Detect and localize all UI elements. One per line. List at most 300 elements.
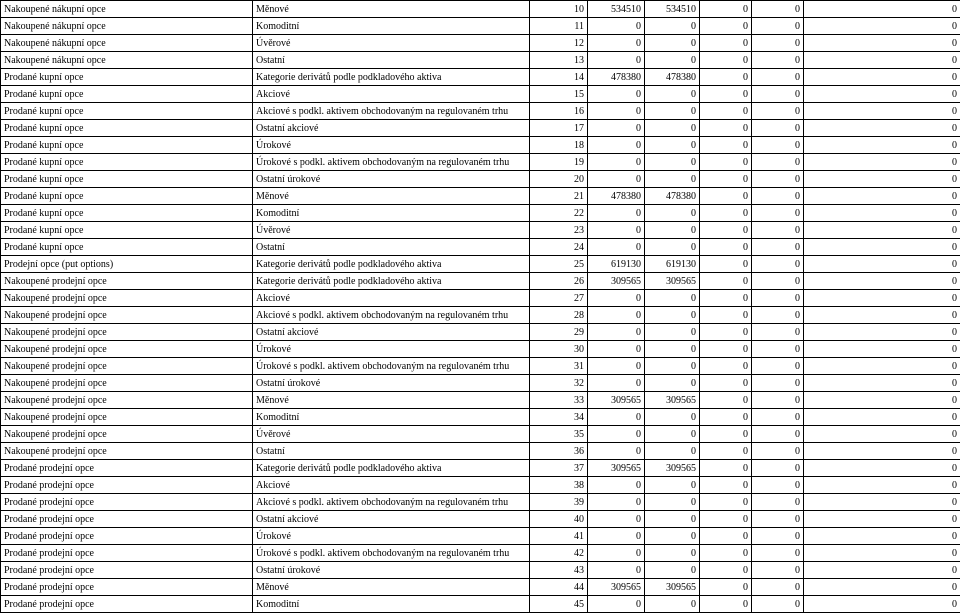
value-col-5-cell: 0 bbox=[804, 273, 960, 290]
value-col-3-cell: 0 bbox=[700, 154, 752, 171]
value-col-5-cell: 0 bbox=[804, 528, 960, 545]
value-col-1-cell: 0 bbox=[588, 375, 645, 392]
table-row bbox=[1, 596, 960, 613]
row-category-cell: Nakoupené prodejní opce bbox=[1, 307, 253, 324]
value-col-1-cell: 0 bbox=[588, 239, 645, 256]
row-subcategory-cell: Úvěrové bbox=[253, 35, 530, 52]
row-number-cell: 25 bbox=[530, 256, 588, 273]
row-number-cell: 30 bbox=[530, 341, 588, 358]
row-category-cell: Prodané prodejní opce bbox=[1, 494, 253, 511]
value-col-5-cell: 0 bbox=[804, 1, 960, 18]
row-subcategory-cell: Kategorie derivátů podle podkladového aktiva bbox=[253, 273, 530, 290]
row-number-cell: 19 bbox=[530, 154, 588, 171]
value-col-3-cell: 0 bbox=[700, 477, 752, 494]
row-subcategory-cell: Komoditní bbox=[253, 596, 530, 613]
row-subcategory-cell: Ostatní bbox=[253, 443, 530, 460]
row-category-cell: Prodané kupní opce bbox=[1, 222, 253, 239]
row-subcategory-cell: Měnové bbox=[253, 392, 530, 409]
value-col-4-cell: 0 bbox=[752, 562, 804, 579]
value-col-1-cell: 0 bbox=[588, 477, 645, 494]
row-subcategory-cell: Kategorie derivátů podle podkladového aktiva bbox=[253, 256, 530, 273]
row-number-cell: 20 bbox=[530, 171, 588, 188]
row-subcategory-cell: Úvěrové bbox=[253, 222, 530, 239]
value-col-2-cell: 0 bbox=[645, 477, 700, 494]
row-category-cell: Nakoupené nákupní opce bbox=[1, 1, 253, 18]
value-col-4-cell: 0 bbox=[752, 69, 804, 86]
row-subcategory-cell: Úrokové s podkl. aktivem obchodovaným na regulovaném trhu bbox=[253, 545, 530, 562]
value-col-2-cell: 0 bbox=[645, 239, 700, 256]
row-subcategory-cell: Komoditní bbox=[253, 18, 530, 35]
row-subcategory-cell: Akciové s podkl. aktivem obchodovaným na regulovaném trhu bbox=[253, 307, 530, 324]
value-col-1-cell: 0 bbox=[588, 324, 645, 341]
value-col-3-cell: 0 bbox=[700, 137, 752, 154]
value-col-2-cell: 0 bbox=[645, 341, 700, 358]
row-subcategory-cell: Ostatní akciové bbox=[253, 120, 530, 137]
value-col-3-cell: 0 bbox=[700, 86, 752, 103]
value-col-2-cell: 0 bbox=[645, 562, 700, 579]
row-subcategory-cell: Komoditní bbox=[253, 205, 530, 222]
row-category-cell: Nakoupené prodejní opce bbox=[1, 443, 253, 460]
row-number-cell: 39 bbox=[530, 494, 588, 511]
row-category-cell: Prodané kupní opce bbox=[1, 205, 253, 222]
value-col-4-cell: 0 bbox=[752, 324, 804, 341]
value-col-3-cell: 0 bbox=[700, 358, 752, 375]
table-row bbox=[1, 443, 960, 460]
value-col-2-cell: 0 bbox=[645, 307, 700, 324]
value-col-5-cell: 0 bbox=[804, 579, 960, 596]
row-subcategory-cell: Akciové s podkl. aktivem obchodovaným na regulovaném trhu bbox=[253, 103, 530, 120]
value-col-3-cell: 0 bbox=[700, 579, 752, 596]
value-col-4-cell: 0 bbox=[752, 579, 804, 596]
row-number-cell: 16 bbox=[530, 103, 588, 120]
row-subcategory-cell: Ostatní úrokové bbox=[253, 562, 530, 579]
table-row bbox=[1, 341, 960, 358]
row-subcategory-cell: Akciové bbox=[253, 477, 530, 494]
row-subcategory-cell: Kategorie derivátů podle podkladového aktiva bbox=[253, 69, 530, 86]
row-number-cell: 44 bbox=[530, 579, 588, 596]
value-col-1-cell: 309565 bbox=[588, 460, 645, 477]
table-row bbox=[1, 239, 960, 256]
value-col-1-cell: 478380 bbox=[588, 69, 645, 86]
row-number-cell: 32 bbox=[530, 375, 588, 392]
row-number-cell: 21 bbox=[530, 188, 588, 205]
row-category-cell: Prodané kupní opce bbox=[1, 154, 253, 171]
row-subcategory-cell: Měnové bbox=[253, 188, 530, 205]
value-col-5-cell: 0 bbox=[804, 596, 960, 613]
row-number-cell: 37 bbox=[530, 460, 588, 477]
row-number-cell: 24 bbox=[530, 239, 588, 256]
table-row bbox=[1, 426, 960, 443]
value-col-4-cell: 0 bbox=[752, 392, 804, 409]
value-col-2-cell: 478380 bbox=[645, 188, 700, 205]
row-number-cell: 15 bbox=[530, 86, 588, 103]
value-col-5-cell: 0 bbox=[804, 392, 960, 409]
table-row bbox=[1, 494, 960, 511]
value-col-4-cell: 0 bbox=[752, 188, 804, 205]
row-number-cell: 12 bbox=[530, 35, 588, 52]
value-col-2-cell: 0 bbox=[645, 375, 700, 392]
value-col-1-cell: 478380 bbox=[588, 188, 645, 205]
table-row bbox=[1, 69, 960, 86]
table-row bbox=[1, 205, 960, 222]
row-category-cell: Prodané kupní opce bbox=[1, 69, 253, 86]
row-number-cell: 33 bbox=[530, 392, 588, 409]
value-col-2-cell: 0 bbox=[645, 86, 700, 103]
value-col-1-cell: 0 bbox=[588, 86, 645, 103]
value-col-3-cell: 0 bbox=[700, 460, 752, 477]
row-category-cell: Prodané prodejní opce bbox=[1, 562, 253, 579]
value-col-4-cell: 0 bbox=[752, 171, 804, 188]
value-col-4-cell: 0 bbox=[752, 596, 804, 613]
value-col-4-cell: 0 bbox=[752, 205, 804, 222]
row-number-cell: 36 bbox=[530, 443, 588, 460]
value-col-2-cell: 0 bbox=[645, 120, 700, 137]
row-category-cell: Nakoupené nákupní opce bbox=[1, 35, 253, 52]
row-subcategory-cell: Měnové bbox=[253, 1, 530, 18]
value-col-5-cell: 0 bbox=[804, 545, 960, 562]
value-col-2-cell: 0 bbox=[645, 35, 700, 52]
row-number-cell: 23 bbox=[530, 222, 588, 239]
value-col-4-cell: 0 bbox=[752, 528, 804, 545]
value-col-4-cell: 0 bbox=[752, 426, 804, 443]
value-col-2-cell: 0 bbox=[645, 511, 700, 528]
table-row bbox=[1, 1, 960, 18]
value-col-3-cell: 0 bbox=[700, 120, 752, 137]
value-col-1-cell: 0 bbox=[588, 120, 645, 137]
value-col-1-cell: 0 bbox=[588, 511, 645, 528]
row-number-cell: 34 bbox=[530, 409, 588, 426]
row-subcategory-cell: Akciové s podkl. aktivem obchodovaným na regulovaném trhu bbox=[253, 494, 530, 511]
row-subcategory-cell: Ostatní úrokové bbox=[253, 171, 530, 188]
value-col-2-cell: 0 bbox=[645, 137, 700, 154]
value-col-2-cell: 478380 bbox=[645, 69, 700, 86]
value-col-2-cell: 0 bbox=[645, 545, 700, 562]
value-col-1-cell: 0 bbox=[588, 545, 645, 562]
table-row bbox=[1, 137, 960, 154]
row-category-cell: Nakoupené nákupní opce bbox=[1, 52, 253, 69]
row-number-cell: 26 bbox=[530, 273, 588, 290]
table-row bbox=[1, 52, 960, 69]
value-col-5-cell: 0 bbox=[804, 35, 960, 52]
row-category-cell: Prodané prodejní opce bbox=[1, 596, 253, 613]
table-row bbox=[1, 222, 960, 239]
value-col-2-cell: 0 bbox=[645, 443, 700, 460]
value-col-4-cell: 0 bbox=[752, 460, 804, 477]
value-col-1-cell: 0 bbox=[588, 137, 645, 154]
value-col-3-cell: 0 bbox=[700, 18, 752, 35]
value-col-2-cell: 0 bbox=[645, 494, 700, 511]
row-subcategory-cell: Ostatní bbox=[253, 239, 530, 256]
value-col-5-cell: 0 bbox=[804, 409, 960, 426]
value-col-3-cell: 0 bbox=[700, 494, 752, 511]
value-col-2-cell: 309565 bbox=[645, 392, 700, 409]
row-category-cell: Prodané kupní opce bbox=[1, 188, 253, 205]
value-col-3-cell: 0 bbox=[700, 545, 752, 562]
table-row bbox=[1, 562, 960, 579]
value-col-5-cell: 0 bbox=[804, 222, 960, 239]
value-col-4-cell: 0 bbox=[752, 443, 804, 460]
row-category-cell: Prodané kupní opce bbox=[1, 137, 253, 154]
value-col-3-cell: 0 bbox=[700, 222, 752, 239]
row-number-cell: 42 bbox=[530, 545, 588, 562]
table-row bbox=[1, 273, 960, 290]
value-col-2-cell: 0 bbox=[645, 222, 700, 239]
value-col-5-cell: 0 bbox=[804, 86, 960, 103]
value-col-2-cell: 0 bbox=[645, 171, 700, 188]
value-col-3-cell: 0 bbox=[700, 52, 752, 69]
value-col-1-cell: 0 bbox=[588, 35, 645, 52]
value-col-5-cell: 0 bbox=[804, 358, 960, 375]
value-col-1-cell: 0 bbox=[588, 205, 645, 222]
table-row bbox=[1, 460, 960, 477]
table-row bbox=[1, 256, 960, 273]
value-col-4-cell: 0 bbox=[752, 35, 804, 52]
row-category-cell: Prodejní opce (put options) bbox=[1, 256, 253, 273]
value-col-5-cell: 0 bbox=[804, 341, 960, 358]
value-col-1-cell: 534510 bbox=[588, 1, 645, 18]
value-col-1-cell: 0 bbox=[588, 52, 645, 69]
value-col-3-cell: 0 bbox=[700, 171, 752, 188]
table-row bbox=[1, 579, 960, 596]
value-col-4-cell: 0 bbox=[752, 256, 804, 273]
table-row bbox=[1, 154, 960, 171]
row-number-cell: 17 bbox=[530, 120, 588, 137]
row-number-cell: 35 bbox=[530, 426, 588, 443]
value-col-4-cell: 0 bbox=[752, 307, 804, 324]
value-col-5-cell: 0 bbox=[804, 188, 960, 205]
table-row bbox=[1, 511, 960, 528]
value-col-4-cell: 0 bbox=[752, 545, 804, 562]
row-number-cell: 38 bbox=[530, 477, 588, 494]
value-col-4-cell: 0 bbox=[752, 154, 804, 171]
row-category-cell: Prodané prodejní opce bbox=[1, 528, 253, 545]
value-col-2-cell: 0 bbox=[645, 18, 700, 35]
value-col-2-cell: 0 bbox=[645, 290, 700, 307]
value-col-5-cell: 0 bbox=[804, 171, 960, 188]
row-subcategory-cell: Úrokové bbox=[253, 137, 530, 154]
row-category-cell: Prodané kupní opce bbox=[1, 86, 253, 103]
table-row bbox=[1, 86, 960, 103]
row-category-cell: Nakoupené prodejní opce bbox=[1, 375, 253, 392]
value-col-1-cell: 0 bbox=[588, 562, 645, 579]
row-subcategory-cell: Ostatní bbox=[253, 52, 530, 69]
value-col-3-cell: 0 bbox=[700, 562, 752, 579]
value-col-3-cell: 0 bbox=[700, 511, 752, 528]
row-subcategory-cell: Úrokové bbox=[253, 341, 530, 358]
value-col-5-cell: 0 bbox=[804, 290, 960, 307]
value-col-4-cell: 0 bbox=[752, 375, 804, 392]
row-subcategory-cell: Kategorie derivátů podle podkladového aktiva bbox=[253, 460, 530, 477]
row-number-cell: 31 bbox=[530, 358, 588, 375]
value-col-3-cell: 0 bbox=[700, 426, 752, 443]
row-category-cell: Nakoupené prodejní opce bbox=[1, 341, 253, 358]
value-col-4-cell: 0 bbox=[752, 120, 804, 137]
value-col-5-cell: 0 bbox=[804, 443, 960, 460]
table-row bbox=[1, 290, 960, 307]
row-category-cell: Prodané prodejní opce bbox=[1, 477, 253, 494]
value-col-1-cell: 0 bbox=[588, 307, 645, 324]
value-col-5-cell: 0 bbox=[804, 69, 960, 86]
row-number-cell: 27 bbox=[530, 290, 588, 307]
table-row bbox=[1, 171, 960, 188]
value-col-1-cell: 0 bbox=[588, 18, 645, 35]
value-col-3-cell: 0 bbox=[700, 324, 752, 341]
value-col-3-cell: 0 bbox=[700, 341, 752, 358]
row-category-cell: Prodané prodejní opce bbox=[1, 460, 253, 477]
value-col-4-cell: 0 bbox=[752, 18, 804, 35]
row-number-cell: 29 bbox=[530, 324, 588, 341]
value-col-3-cell: 0 bbox=[700, 256, 752, 273]
value-col-5-cell: 0 bbox=[804, 154, 960, 171]
value-col-2-cell: 0 bbox=[645, 103, 700, 120]
row-category-cell: Prodané prodejní opce bbox=[1, 579, 253, 596]
row-number-cell: 14 bbox=[530, 69, 588, 86]
row-category-cell: Nakoupené prodejní opce bbox=[1, 392, 253, 409]
row-subcategory-cell: Ostatní akciové bbox=[253, 511, 530, 528]
row-category-cell: Prodané kupní opce bbox=[1, 239, 253, 256]
value-col-2-cell: 619130 bbox=[645, 256, 700, 273]
row-subcategory-cell: Úrokové s podkl. aktivem obchodovaným na regulovaném trhu bbox=[253, 154, 530, 171]
value-col-3-cell: 0 bbox=[700, 443, 752, 460]
table-row bbox=[1, 103, 960, 120]
value-col-5-cell: 0 bbox=[804, 52, 960, 69]
value-col-1-cell: 309565 bbox=[588, 392, 645, 409]
row-subcategory-cell: Úrokové s podkl. aktivem obchodovaným na regulovaném trhu bbox=[253, 358, 530, 375]
value-col-4-cell: 0 bbox=[752, 273, 804, 290]
value-col-2-cell: 309565 bbox=[645, 273, 700, 290]
row-category-cell: Prodané kupní opce bbox=[1, 120, 253, 137]
value-col-3-cell: 0 bbox=[700, 307, 752, 324]
value-col-1-cell: 619130 bbox=[588, 256, 645, 273]
value-col-4-cell: 0 bbox=[752, 477, 804, 494]
value-col-2-cell: 0 bbox=[645, 358, 700, 375]
value-col-1-cell: 0 bbox=[588, 103, 645, 120]
value-col-1-cell: 0 bbox=[588, 409, 645, 426]
value-col-4-cell: 0 bbox=[752, 358, 804, 375]
value-col-3-cell: 0 bbox=[700, 69, 752, 86]
value-col-2-cell: 0 bbox=[645, 154, 700, 171]
table-body bbox=[1, 1, 960, 613]
row-category-cell: Prodané prodejní opce bbox=[1, 545, 253, 562]
row-subcategory-cell: Ostatní úrokové bbox=[253, 375, 530, 392]
row-category-cell: Prodané prodejní opce bbox=[1, 511, 253, 528]
value-col-4-cell: 0 bbox=[752, 1, 804, 18]
row-number-cell: 22 bbox=[530, 205, 588, 222]
row-subcategory-cell: Komoditní bbox=[253, 409, 530, 426]
value-col-4-cell: 0 bbox=[752, 494, 804, 511]
row-number-cell: 43 bbox=[530, 562, 588, 579]
value-col-4-cell: 0 bbox=[752, 137, 804, 154]
value-col-1-cell: 0 bbox=[588, 222, 645, 239]
value-col-5-cell: 0 bbox=[804, 307, 960, 324]
value-col-3-cell: 0 bbox=[700, 392, 752, 409]
row-subcategory-cell: Akciové bbox=[253, 86, 530, 103]
value-col-5-cell: 0 bbox=[804, 562, 960, 579]
value-col-5-cell: 0 bbox=[804, 239, 960, 256]
value-col-1-cell: 0 bbox=[588, 154, 645, 171]
value-col-3-cell: 0 bbox=[700, 1, 752, 18]
row-category-cell: Nakoupené prodejní opce bbox=[1, 358, 253, 375]
value-col-5-cell: 0 bbox=[804, 426, 960, 443]
value-col-3-cell: 0 bbox=[700, 528, 752, 545]
value-col-4-cell: 0 bbox=[752, 409, 804, 426]
value-col-1-cell: 0 bbox=[588, 528, 645, 545]
value-col-2-cell: 309565 bbox=[645, 460, 700, 477]
value-col-4-cell: 0 bbox=[752, 341, 804, 358]
row-subcategory-cell: Akciové bbox=[253, 290, 530, 307]
table-row bbox=[1, 545, 960, 562]
value-col-1-cell: 0 bbox=[588, 494, 645, 511]
value-col-4-cell: 0 bbox=[752, 103, 804, 120]
value-col-1-cell: 0 bbox=[588, 358, 645, 375]
value-col-4-cell: 0 bbox=[752, 222, 804, 239]
value-col-2-cell: 0 bbox=[645, 52, 700, 69]
value-col-4-cell: 0 bbox=[752, 511, 804, 528]
value-col-2-cell: 534510 bbox=[645, 1, 700, 18]
value-col-1-cell: 0 bbox=[588, 290, 645, 307]
value-col-5-cell: 0 bbox=[804, 18, 960, 35]
table-row bbox=[1, 35, 960, 52]
value-col-1-cell: 309565 bbox=[588, 273, 645, 290]
value-col-1-cell: 0 bbox=[588, 443, 645, 460]
row-number-cell: 40 bbox=[530, 511, 588, 528]
table-row bbox=[1, 409, 960, 426]
value-col-1-cell: 0 bbox=[588, 341, 645, 358]
value-col-2-cell: 0 bbox=[645, 528, 700, 545]
table-row bbox=[1, 477, 960, 494]
row-number-cell: 28 bbox=[530, 307, 588, 324]
table-row bbox=[1, 375, 960, 392]
value-col-3-cell: 0 bbox=[700, 103, 752, 120]
row-subcategory-cell: Úvěrové bbox=[253, 426, 530, 443]
table-row bbox=[1, 18, 960, 35]
table-row bbox=[1, 324, 960, 341]
row-category-cell: Nakoupené nákupní opce bbox=[1, 18, 253, 35]
value-col-3-cell: 0 bbox=[700, 205, 752, 222]
value-col-5-cell: 0 bbox=[804, 103, 960, 120]
row-subcategory-cell: Ostatní akciové bbox=[253, 324, 530, 341]
value-col-3-cell: 0 bbox=[700, 290, 752, 307]
row-category-cell: Nakoupené prodejní opce bbox=[1, 409, 253, 426]
table-row bbox=[1, 358, 960, 375]
row-number-cell: 11 bbox=[530, 18, 588, 35]
table-row bbox=[1, 528, 960, 545]
value-col-1-cell: 0 bbox=[588, 596, 645, 613]
value-col-5-cell: 0 bbox=[804, 477, 960, 494]
row-category-cell: Prodané kupní opce bbox=[1, 171, 253, 188]
value-col-2-cell: 309565 bbox=[645, 579, 700, 596]
value-col-3-cell: 0 bbox=[700, 596, 752, 613]
value-col-2-cell: 0 bbox=[645, 426, 700, 443]
value-col-4-cell: 0 bbox=[752, 86, 804, 103]
value-col-4-cell: 0 bbox=[752, 239, 804, 256]
value-col-3-cell: 0 bbox=[700, 273, 752, 290]
value-col-5-cell: 0 bbox=[804, 205, 960, 222]
row-subcategory-cell: Měnové bbox=[253, 579, 530, 596]
row-number-cell: 45 bbox=[530, 596, 588, 613]
table-row bbox=[1, 188, 960, 205]
table-row bbox=[1, 120, 960, 137]
value-col-3-cell: 0 bbox=[700, 188, 752, 205]
row-number-cell: 41 bbox=[530, 528, 588, 545]
value-col-1-cell: 309565 bbox=[588, 579, 645, 596]
value-col-5-cell: 0 bbox=[804, 375, 960, 392]
value-col-5-cell: 0 bbox=[804, 137, 960, 154]
row-category-cell: Nakoupené prodejní opce bbox=[1, 426, 253, 443]
value-col-5-cell: 0 bbox=[804, 494, 960, 511]
value-col-2-cell: 0 bbox=[645, 324, 700, 341]
value-col-5-cell: 0 bbox=[804, 511, 960, 528]
